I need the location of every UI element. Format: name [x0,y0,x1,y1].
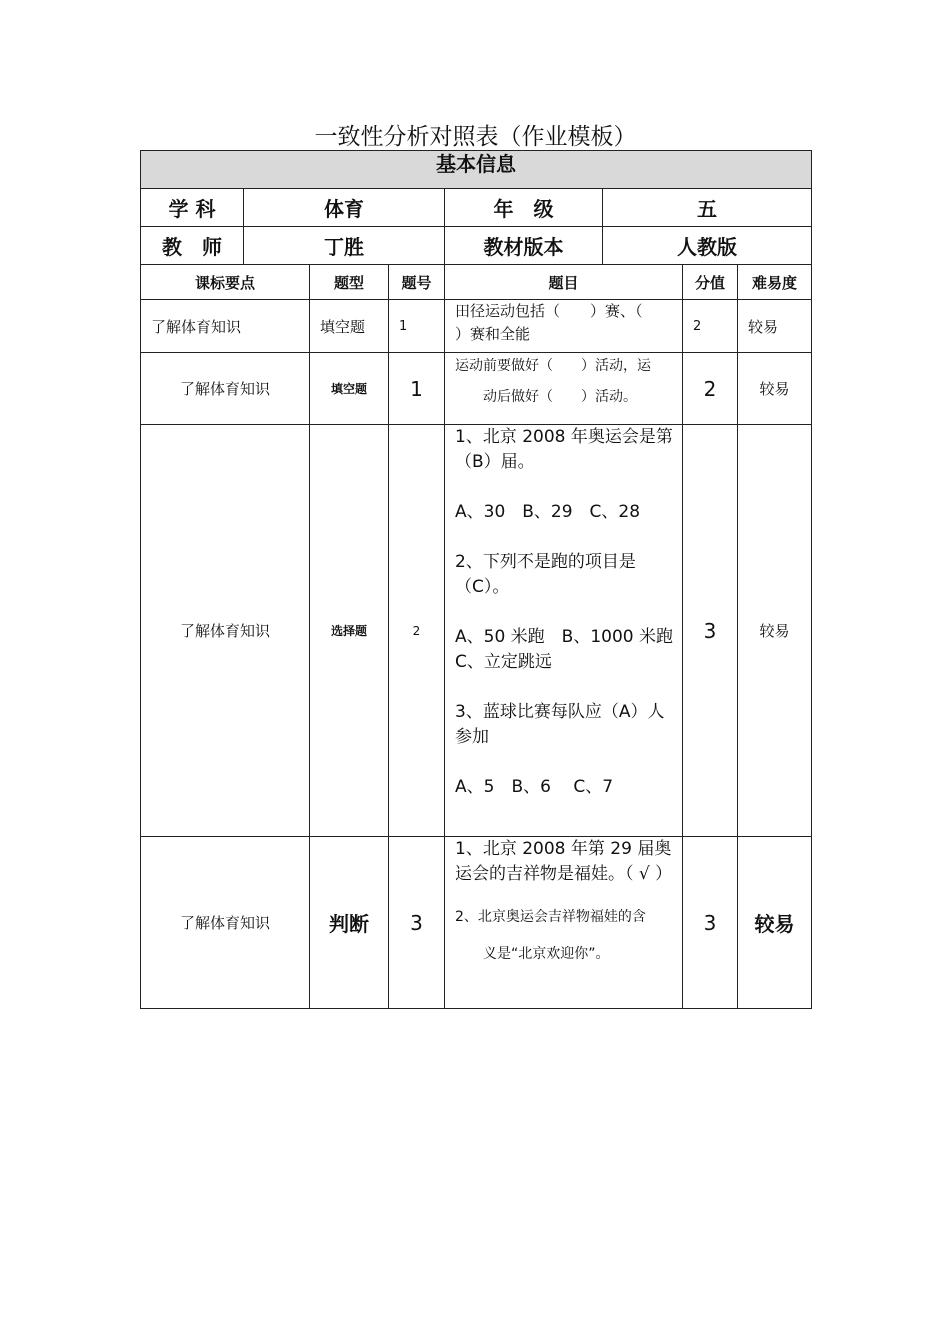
number-cell: 3 [389,837,445,1009]
score-cell: 2 [683,300,738,353]
question-cell [445,353,683,425]
number-cell: 1 [389,300,445,353]
question-line [455,936,674,973]
question-line: 运动前要做好（ ）活动，运 [455,358,651,374]
info-row-teacher [141,227,812,265]
question-line: ）赛和全能 [455,325,531,343]
type-cell: 填空题 [310,300,389,353]
question-line: 1、北京 2008 年第 29 届奥运会的吉祥物是福娃。（ √ ） [455,839,673,884]
question-line-text: 动后做好（ ）活动。 [483,389,637,405]
page-title: 一致性分析对照表（作业模板） [314,124,637,150]
basic-info-header: 基本信息 [141,151,812,189]
score-cell: 3 [683,425,738,837]
difficulty-cell: 较易 [738,353,812,425]
grade-value: 五 [603,189,812,227]
type-cell: 判断 [310,837,389,1009]
teacher-label: 教 师 [141,227,244,265]
consistency-table [140,150,812,1009]
column-header: 题号 [389,265,445,300]
edition-label: 教材版本 [445,227,603,265]
point-cell: 了解体育知识 [141,300,310,353]
edition-value: 人教版 [603,227,812,265]
column-header: 题目 [445,265,683,300]
question-line-text: 义是“北京欢迎你”。 [483,946,610,962]
column-header: 难易度 [738,265,812,300]
question-cell [445,837,683,1009]
info-row-subject [141,189,812,227]
score-cell: 3 [683,837,738,1009]
question-line: A、5 B、6 C、7 [455,777,614,797]
point-cell: 了解体育知识 [141,353,310,425]
question-cell [445,300,683,353]
column-header: 题型 [310,265,389,300]
number-cell: 2 [389,425,445,837]
subject-value: 体育 [244,189,445,227]
question-line: A、30 B、29 C、28 [455,502,641,522]
point-cell: 了解体育知识 [141,425,310,837]
question-line: A、50 米跑 B、1000 米跑 C、立定跳远 [455,627,673,672]
grade-label: 年 级 [445,189,603,227]
difficulty-cell: 较易 [738,300,812,353]
teacher-value: 丁胜 [244,227,445,265]
question-line: 2、下列不是跑的项目是（C）。 [455,552,636,597]
column-header: 课标要点 [141,265,310,300]
question-line: 1、北京 2008 年奥运会是第（B）届。 [455,427,673,472]
column-header-row [141,265,812,300]
difficulty-cell: 较易 [738,837,812,1009]
difficulty-cell: 较易 [738,425,812,837]
table-row [141,837,812,1009]
type-cell: 填空题 [310,353,389,425]
question-cell [445,425,683,837]
question-line: 田径运动包括（ ）赛、（ [455,302,643,320]
type-cell: 选择题 [310,425,389,837]
column-header: 分值 [683,265,738,300]
question-line: 2、北京奥运会吉祥物福娃的含 [455,909,646,925]
score-cell: 2 [683,353,738,425]
point-cell: 了解体育知识 [141,837,310,1009]
table-row [141,353,812,425]
table-row [141,425,812,837]
subject-label: 学 科 [141,189,244,227]
question-line: 3、蓝球比赛每队应（A）人参加 [455,702,665,747]
question-line [455,379,676,415]
number-cell: 1 [389,353,445,425]
table-row [141,300,812,353]
